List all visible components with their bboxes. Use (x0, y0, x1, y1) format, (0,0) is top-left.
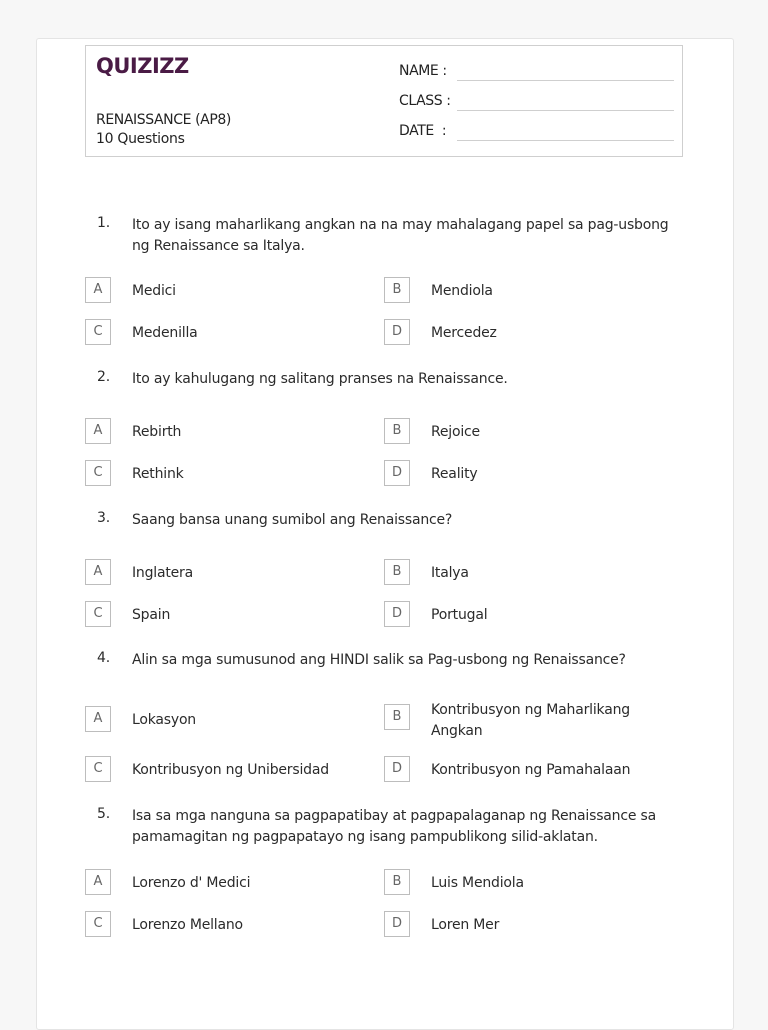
option-text: Rejoice (431, 424, 480, 440)
option-letter-box: D (384, 756, 410, 782)
option-letter-box: A (85, 706, 111, 732)
question-text: Ito ay isang maharlikang angkan na na may mahalagang papel sa pag-usbong ng Renaissance sa Italya. (132, 217, 669, 254)
option-letter-box: B (384, 869, 410, 895)
name-label: NAME : (399, 63, 447, 79)
option-text: Mercedez (431, 325, 497, 341)
option-letter-box: B (384, 418, 410, 444)
quiz-title: RENAISSANCE (AP8) (96, 112, 231, 128)
option-text: Reality (431, 466, 478, 482)
option-text: Spain (132, 607, 171, 623)
question-number: 5. (97, 806, 110, 822)
question-number: 2. (97, 369, 110, 385)
option-letter-box: D (384, 601, 410, 627)
option-text: Italya (431, 565, 469, 581)
option-letter-box: C (85, 460, 111, 486)
option-text: Kontribusyon ng Maharlikang Angkan (431, 702, 630, 739)
quizizz-logo: QUIZIZZ (96, 54, 189, 78)
option-text: Rebirth (132, 424, 182, 440)
question-text: Isa sa mga nanguna sa pagpapatibay at pagpapalaganap ng Renaissance sa pamamagitan ng pagpapatayo ng isang pampublikong silid-aklatan. (132, 808, 656, 845)
option-text: Loren Mer (431, 917, 500, 933)
option-letter-box: B (384, 559, 410, 585)
option-text: Inglatera (132, 565, 193, 581)
name-line (457, 80, 674, 81)
option-letter-box: C (85, 319, 111, 345)
option-text: Mendiola (431, 283, 493, 299)
option-letter-box: A (85, 418, 111, 444)
question-count: 10 Questions (96, 131, 185, 147)
option-text: Portugal (431, 607, 488, 623)
option-text: Kontribusyon ng Unibersidad (132, 762, 329, 778)
date-line (457, 140, 674, 141)
option-letter-box: D (384, 460, 410, 486)
option-text: Lokasyon (132, 712, 196, 728)
worksheet-header (85, 45, 683, 157)
option-text: Medici (132, 283, 176, 299)
question-number: 4. (97, 650, 110, 666)
option-letter-box: A (85, 869, 111, 895)
class-label: CLASS : (399, 93, 451, 109)
option-letter-box: C (85, 601, 111, 627)
date-field (399, 123, 674, 143)
question-text: Alin sa mga sumusunod ang HINDI salik sa Pag-usbong ng Renaissance? (132, 652, 626, 668)
question-number: 1. (97, 215, 110, 231)
option-text: Lorenzo d' Medici (132, 875, 251, 891)
option-letter-box: C (85, 911, 111, 937)
name-field (399, 63, 674, 83)
option-letter-box: C (85, 756, 111, 782)
option-text: Medenilla (132, 325, 198, 341)
option-letter-box: D (384, 319, 410, 345)
option-text: Luis Mendiola (431, 875, 524, 891)
option-letter-box: A (85, 277, 111, 303)
option-letter-box: B (384, 277, 410, 303)
class-line (457, 110, 674, 111)
question-number: 3. (97, 510, 110, 526)
question-text: Saang bansa unang sumibol ang Renaissance? (132, 512, 453, 528)
question-text: Ito ay kahulugang ng salitang pranses na Renaissance. (132, 371, 508, 387)
option-letter-box: D (384, 911, 410, 937)
option-letter-box: A (85, 559, 111, 585)
option-text: Kontribusyon ng Pamahalaan (431, 762, 631, 778)
option-letter-box: B (384, 704, 410, 730)
date-label: DATE : (399, 123, 447, 139)
option-text: Lorenzo Mellano (132, 917, 243, 933)
option-text: Rethink (132, 466, 184, 482)
class-field (399, 93, 674, 113)
